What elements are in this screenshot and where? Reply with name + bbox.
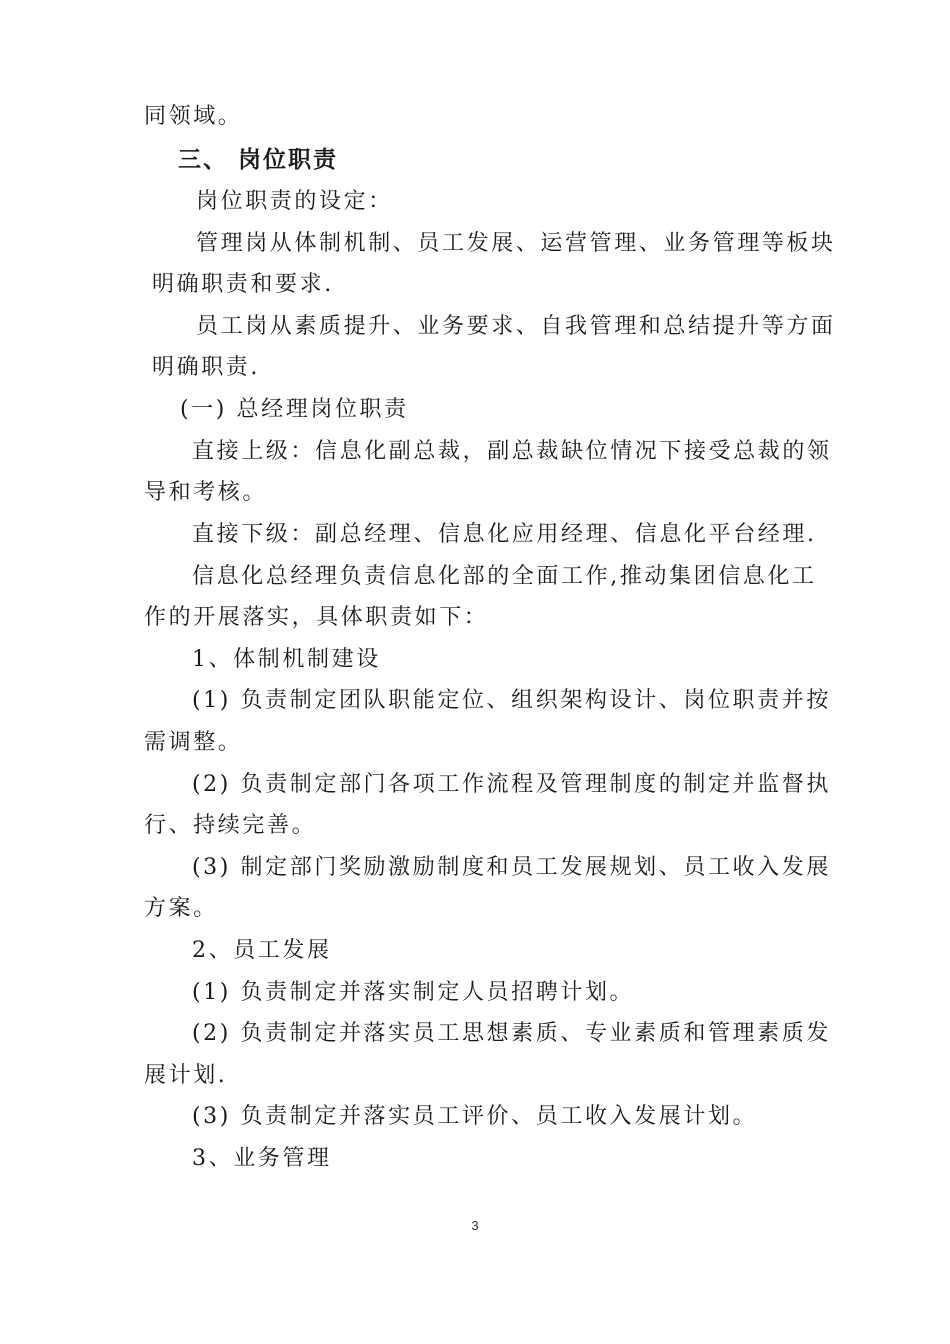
list-item: (1) 负责制定团队职能定位、组织架构设计、岗位职责并按	[192, 688, 831, 713]
paragraph-line: 管理岗从体制机制、员工发展、运营管理、业务管理等板块	[196, 231, 836, 256]
paragraph-line: 明确职责.	[152, 355, 260, 380]
list-item: (1) 负责制定并落实制定人员招聘计划。	[192, 980, 635, 1005]
list-item-continuation: 展计划.	[144, 1063, 228, 1088]
list-heading: 3、业务管理	[192, 1146, 332, 1171]
paragraph-line: 导和考核。	[144, 480, 268, 505]
paragraph-line: 岗位职责的设定：	[196, 189, 393, 214]
list-item-continuation: 行、持续完善。	[144, 813, 317, 838]
list-item-continuation: 需调整。	[144, 730, 243, 755]
list-heading: 2、员工发展	[192, 938, 332, 963]
list-item: (3) 负责制定并落实员工评价、员工收入发展计划。	[192, 1104, 758, 1129]
list-item: (2) 负责制定部门各项工作流程及管理制度的制定并监督执	[192, 772, 831, 797]
page-number: 3	[471, 1218, 479, 1233]
paragraph-line: 同领域。	[144, 104, 243, 129]
list-heading: 1、体制机制建设	[192, 647, 381, 672]
paragraph-line: 员工岗从素质提升、业务要求、自我管理和总结提升等方面	[196, 314, 836, 339]
subsection-heading: (一) 总经理岗位职责	[180, 397, 409, 422]
paragraph-line: 直接上级：信息化副总裁，副总裁缺位情况下接受总裁的领	[192, 439, 832, 464]
paragraph-line: 信息化总经理负责信息化部的全面工作,推动集团信息化工	[192, 564, 817, 589]
paragraph-line: 明确职责和要求.	[152, 272, 334, 297]
list-item: (2) 负责制定并落实员工思想素质、专业素质和管理素质发	[192, 1021, 831, 1046]
section-heading: 三、 岗位职责	[178, 146, 339, 173]
list-item: (3) 制定部门奖励激励制度和员工发展规划、员工收入发展	[192, 855, 831, 880]
paragraph-line: 作的开展落实，具体职责如下：	[144, 605, 489, 630]
list-item-continuation: 方案。	[144, 896, 218, 921]
paragraph-line: 直接下级：副总经理、信息化应用经理、信息化平台经理.	[192, 522, 817, 547]
